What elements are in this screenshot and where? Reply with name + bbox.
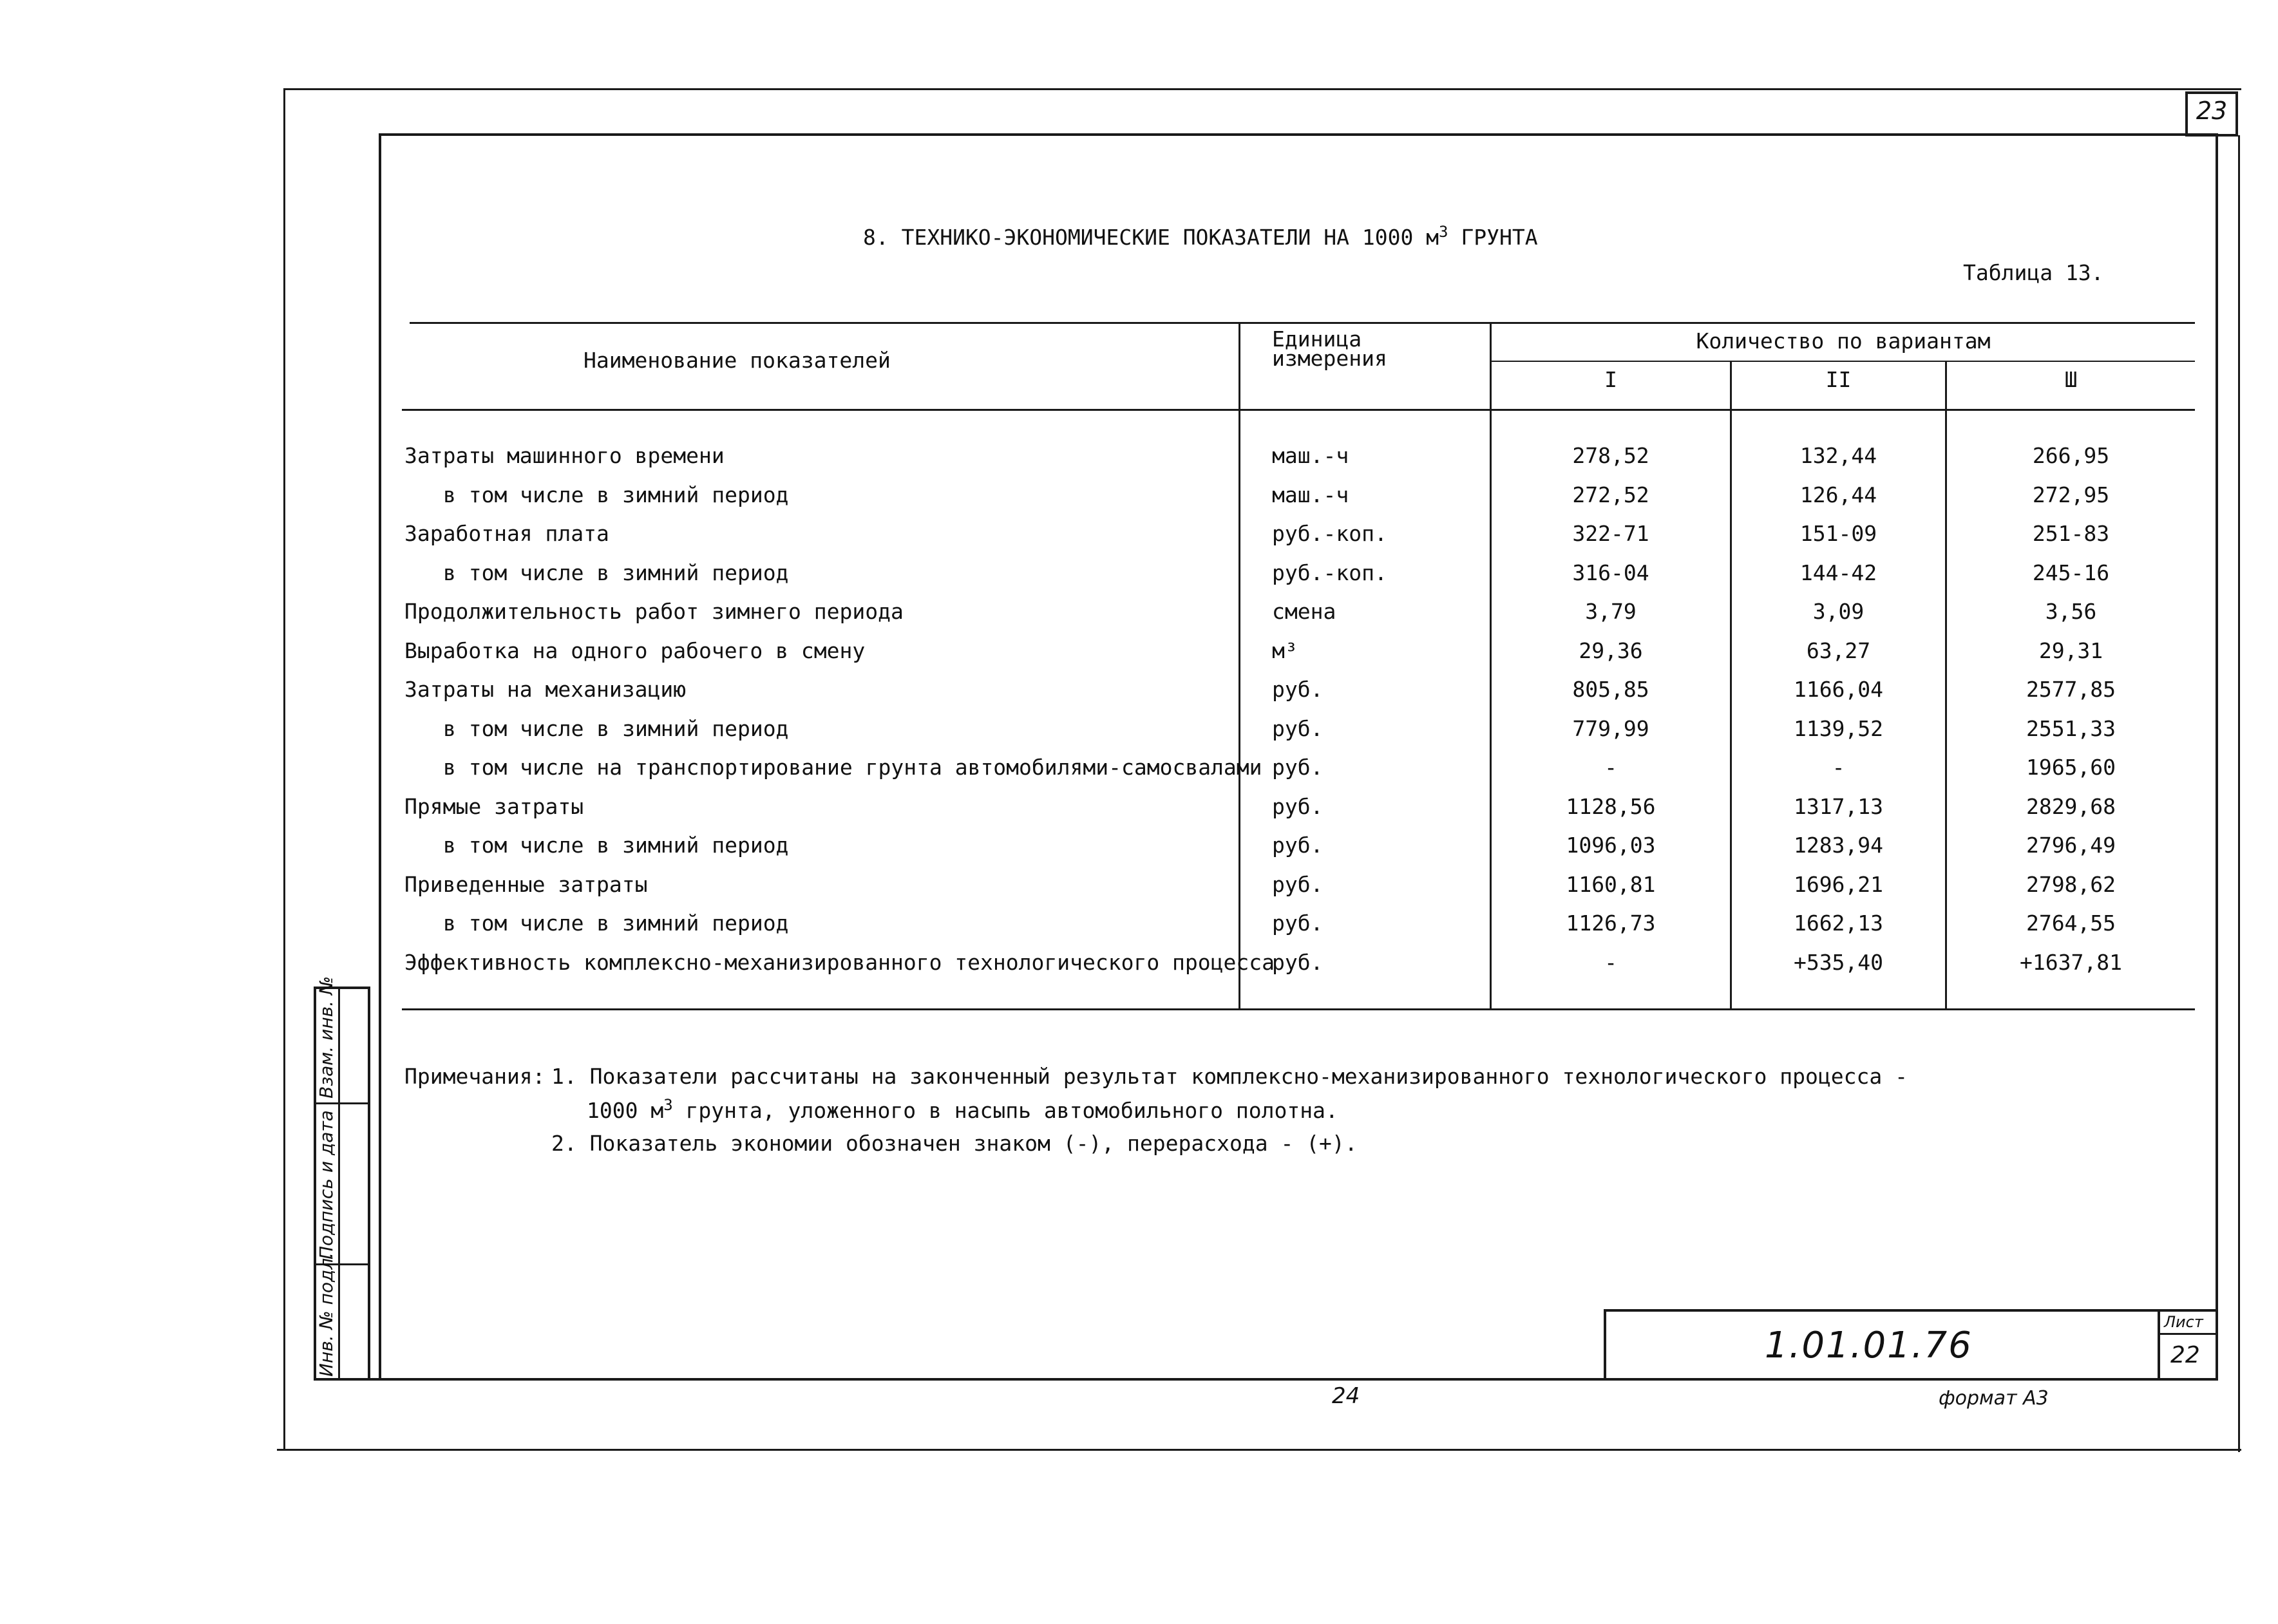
header-v3: Ш xyxy=(2064,367,2078,392)
notes-label: Примечания: xyxy=(404,1064,546,1089)
page-title xyxy=(863,219,1538,250)
row-v1: 29,36 xyxy=(1579,638,1643,663)
row-v1: 322-71 xyxy=(1572,521,1649,546)
row-unit: руб. xyxy=(1272,794,1324,819)
row-v1: 272,52 xyxy=(1572,482,1649,507)
row-v3: 272,95 xyxy=(2032,482,2110,507)
row-name: в том числе в зимний период xyxy=(443,560,789,585)
sheet-label: Лист xyxy=(2164,1313,2203,1331)
format-label: формат А3 xyxy=(1939,1387,2049,1410)
row-v3: 1965,60 xyxy=(2026,755,2116,780)
sheet-box-divider xyxy=(2159,1333,2217,1335)
side-stamp-divider xyxy=(338,987,340,1381)
row-v1: 1128,56 xyxy=(1566,794,1656,819)
row-unit: руб.-коп. xyxy=(1272,560,1387,585)
row-name: Приведенные затраты xyxy=(404,872,648,897)
header-qty: Количество по вариантам xyxy=(1696,328,1991,354)
row-name: Затраты на механизацию xyxy=(404,677,687,702)
title-block-top xyxy=(1604,1309,2218,1312)
row-v1: 3,79 xyxy=(1585,599,1637,624)
row-v2: 132,44 xyxy=(1799,443,1877,468)
row-unit: маш.-ч xyxy=(1272,443,1349,468)
inner-frame-top xyxy=(379,133,2218,136)
row-v1: 316-04 xyxy=(1572,560,1649,585)
row-v1: 1096,03 xyxy=(1566,833,1656,858)
side-stamp-row-1 xyxy=(314,1102,370,1104)
row-v3: 266,95 xyxy=(2032,443,2110,468)
row-v3: +1637,81 xyxy=(2020,950,2122,975)
row-v2: 126,44 xyxy=(1799,482,1877,507)
row-v1: 1126,73 xyxy=(1566,911,1656,936)
page-number: 24 xyxy=(1332,1383,1360,1409)
note-1-line2-suffix: грунта, уложенного в насыпь автомобильного полотна. xyxy=(672,1098,1338,1123)
row-v2: 1283,94 xyxy=(1793,833,1884,858)
row-v3: 251-83 xyxy=(2032,521,2110,546)
outer-frame-left xyxy=(283,88,285,1450)
row-unit: маш.-ч xyxy=(1272,482,1349,507)
row-v3: 2551,33 xyxy=(2026,716,2116,741)
row-v2: - xyxy=(1832,755,1845,780)
row-unit: руб. xyxy=(1272,833,1324,858)
row-name: в том числе в зимний период xyxy=(443,482,789,507)
row-name: Прямые затраты xyxy=(404,794,584,819)
note-1-line2 xyxy=(587,1092,1338,1124)
doc-code: 1.01.01.76 xyxy=(1765,1325,1973,1366)
side-label-inv-podl: Инв. № подл. xyxy=(316,1252,337,1377)
row-v3: 245-16 xyxy=(2032,560,2110,585)
row-unit: руб. xyxy=(1272,950,1324,975)
row-unit: руб.-коп. xyxy=(1272,521,1387,546)
row-v1: - xyxy=(1604,950,1617,975)
row-unit: руб. xyxy=(1272,755,1324,780)
row-v2: 1166,04 xyxy=(1793,677,1884,702)
sheet-number: 22 xyxy=(2170,1342,2200,1368)
header-unit-line2: измерения xyxy=(1272,346,1387,371)
row-v3: 2764,55 xyxy=(2026,911,2116,936)
row-name: Заработная плата xyxy=(404,521,609,546)
row-name: Выработка на одного рабочего в смену xyxy=(404,638,866,663)
note-1-line1: 1. Показатели рассчитаны на законченный результат комплексно-механизированного технологического процесса - xyxy=(551,1064,1908,1089)
row-v2: 1317,13 xyxy=(1793,794,1884,819)
row-v3: 2577,85 xyxy=(2026,677,2116,702)
row-name: Продолжительность работ зимнего периода xyxy=(404,599,904,624)
side-label-podpis: Подпись и дата xyxy=(316,1110,337,1260)
row-v1: 779,99 xyxy=(1572,716,1649,741)
row-unit: м³ xyxy=(1272,638,1298,663)
row-v2: 3,09 xyxy=(1812,599,1865,624)
header-v2: II xyxy=(1825,367,1852,392)
title-block-divider xyxy=(2158,1309,2160,1380)
col-divider-v1 xyxy=(1490,322,1492,1010)
row-v2: 1662,13 xyxy=(1793,911,1884,936)
row-v3: 29,31 xyxy=(2038,638,2103,663)
note-1-line2-prefix: 1000 м xyxy=(587,1098,664,1123)
row-v2: 151-09 xyxy=(1799,521,1877,546)
row-v1: - xyxy=(1604,755,1617,780)
row-unit: смена xyxy=(1272,599,1336,624)
table-top-rule xyxy=(410,322,2195,324)
row-name: в том числе в зимний период xyxy=(443,911,789,936)
table-subheader-rule xyxy=(1490,361,2195,362)
note-2: 2. Показатель экономии обозначен знаком (-), перерасхода - (+). xyxy=(551,1131,1358,1156)
row-unit: руб. xyxy=(1272,911,1324,936)
header-unit-line1: Единица xyxy=(1272,326,1362,352)
outer-frame-bottom xyxy=(277,1449,2241,1451)
row-v2: +535,40 xyxy=(1793,950,1884,975)
col-divider-unit xyxy=(1239,322,1240,1010)
inner-frame-left xyxy=(379,133,381,1379)
note-1-line2-sup: 3 xyxy=(663,1096,673,1114)
table-bottom-rule xyxy=(402,1008,2195,1010)
outer-frame-top xyxy=(283,88,2241,90)
outer-frame-right xyxy=(2238,135,2240,1452)
row-name: Эффективность комплексно-механизированного технологического процесса xyxy=(404,950,1275,975)
table-header-bottom-rule xyxy=(402,409,2195,411)
row-v1: 278,52 xyxy=(1572,443,1649,468)
row-name: в том числе на транспортирование грунта автомобилями-самосвалами xyxy=(443,755,1262,780)
row-v2: 1139,52 xyxy=(1793,716,1884,741)
row-unit: руб. xyxy=(1272,677,1324,702)
row-v3: 2796,49 xyxy=(2026,833,2116,858)
row-v3: 2798,62 xyxy=(2026,872,2116,897)
header-name: Наименование показателей xyxy=(584,348,891,373)
row-unit: руб. xyxy=(1272,716,1324,741)
corner-number: 23 xyxy=(2196,97,2228,125)
row-v2: 63,27 xyxy=(1806,638,1871,663)
row-v3: 2829,68 xyxy=(2026,794,2116,819)
row-unit: руб. xyxy=(1272,872,1324,897)
row-name: в том числе в зимний период xyxy=(443,833,789,858)
title-prefix: 8. ТЕХНИКО-ЭКОНОМИЧЕСКИЕ ПОКАЗАТЕЛИ НА 1000 м xyxy=(863,225,1439,250)
inner-frame-right xyxy=(2216,133,2218,1379)
row-v3: 3,56 xyxy=(2045,599,2097,624)
side-label-vzam: Взам. инв. № xyxy=(316,976,337,1099)
row-v2: 144-42 xyxy=(1799,560,1877,585)
row-v1: 805,85 xyxy=(1572,677,1649,702)
table-label: Таблица 13. xyxy=(1963,260,2104,285)
title-sup: 3 xyxy=(1439,223,1448,241)
row-v2: 1696,21 xyxy=(1793,872,1884,897)
row-name: Затраты машинного времени xyxy=(404,443,725,468)
title-block-left xyxy=(1604,1309,1606,1380)
title-suffix: ГРУНТА xyxy=(1448,225,1538,250)
inner-frame-bottom xyxy=(316,1378,2218,1381)
header-v1: I xyxy=(1604,367,1617,392)
row-v1: 1160,81 xyxy=(1566,872,1656,897)
row-name: в том числе в зимний период xyxy=(443,716,789,741)
